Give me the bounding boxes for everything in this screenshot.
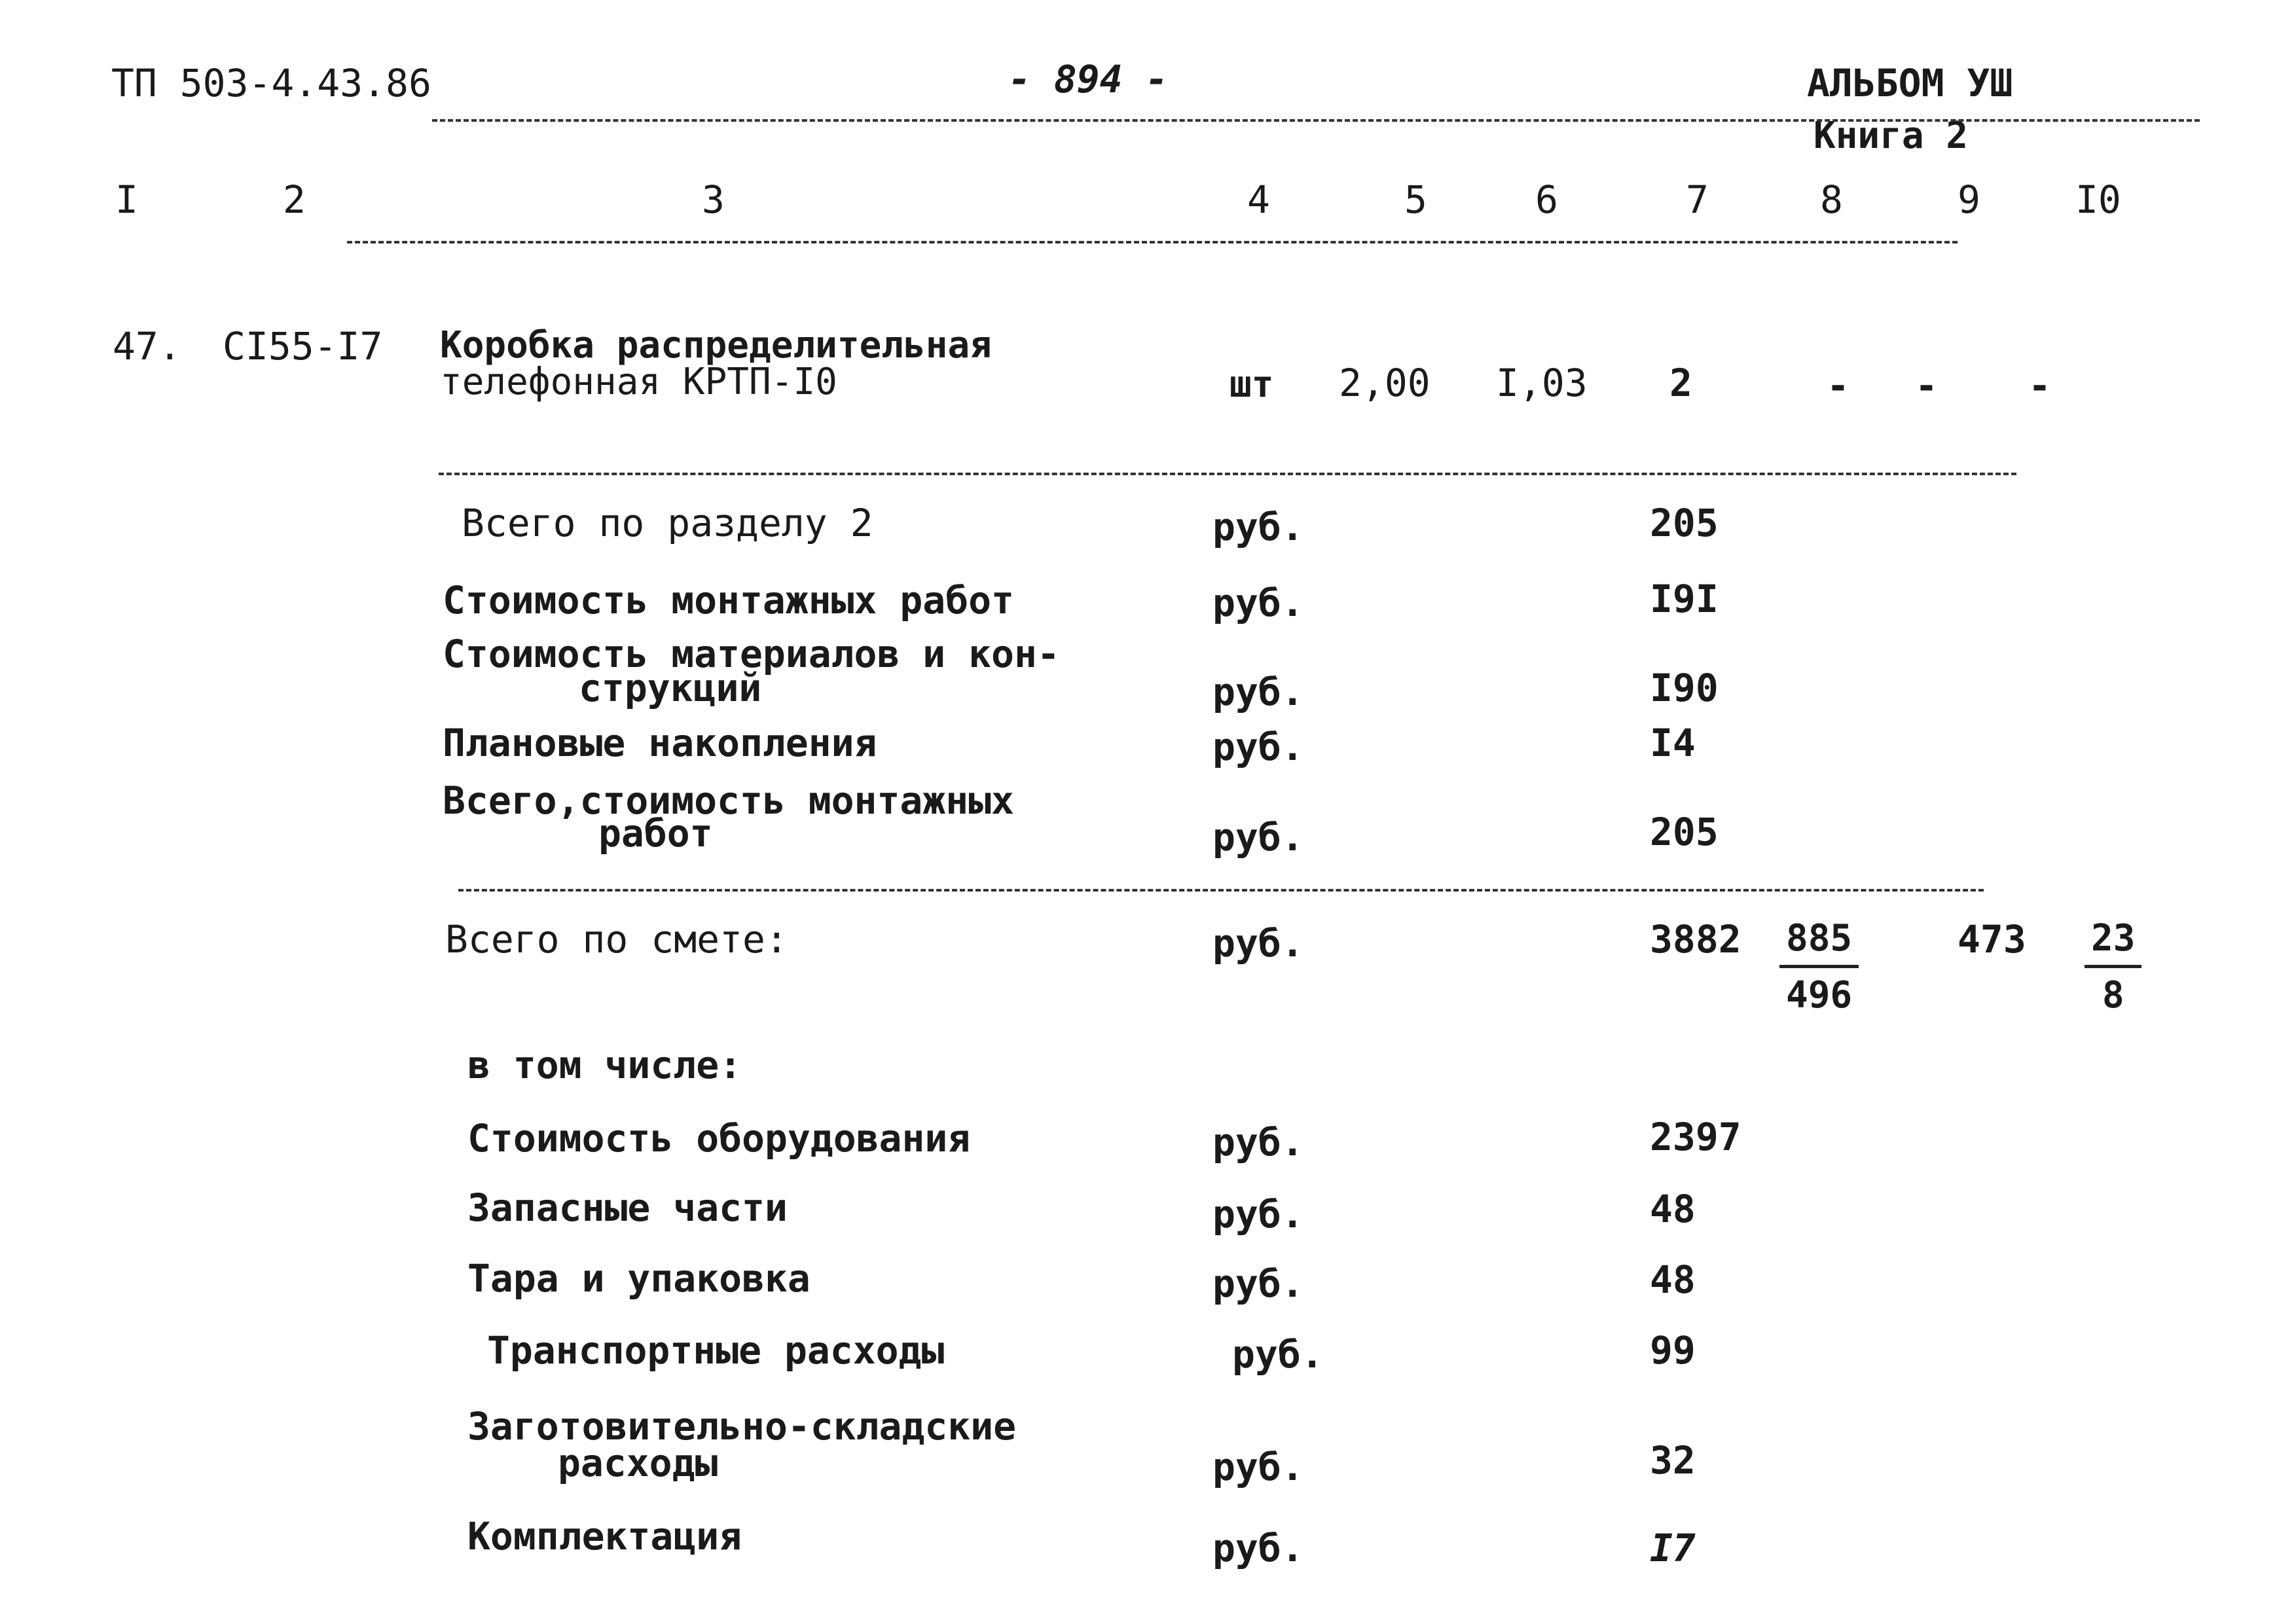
total-installation-label-line2: работ xyxy=(598,811,713,856)
estimate-total-col8-denominator: 496 xyxy=(1786,974,1853,1017)
column-number-9: 9 xyxy=(1958,177,1980,222)
section-total-unit: руб. xyxy=(1212,505,1304,549)
installation-cost-label: Стоимость монтажных работ xyxy=(443,578,1014,623)
column-number-3: 3 xyxy=(702,177,725,222)
equipment-cost-label: Стоимость оборудования xyxy=(467,1116,971,1161)
procurement-costs-unit: руб. xyxy=(1212,1445,1304,1489)
spare-parts-value: 48 xyxy=(1650,1187,1696,1231)
estimate-total-col10 xyxy=(2085,917,2141,1017)
packaging-value: 48 xyxy=(1650,1257,1696,1302)
column-number-6: 6 xyxy=(1535,177,1558,222)
total-installation-label-line1: Всего,стоимость монтажных xyxy=(443,778,1014,823)
estimate-total-col8-numerator: 885 xyxy=(1779,920,1859,968)
packaging-label: Тара и упаковка xyxy=(467,1256,811,1301)
estimate-total-col10-denominator: 8 xyxy=(2102,974,2124,1017)
item-name-line2: телефонная КРТП-I0 xyxy=(440,361,837,403)
item-quantity: 2,00 xyxy=(1339,361,1430,405)
column-header-rule xyxy=(347,241,1958,244)
item-code: CI55-I7 xyxy=(223,324,383,369)
estimate-total-col9: 473 xyxy=(1958,917,2026,962)
materials-cost-value: I90 xyxy=(1650,666,1719,710)
packaging-unit: руб. xyxy=(1212,1261,1304,1306)
doc-code: ТП 503-4.43.86 xyxy=(111,61,431,105)
planned-savings-value: I4 xyxy=(1650,721,1696,765)
column-number-2: 2 xyxy=(283,177,306,222)
procurement-costs-label-line2: расходы xyxy=(558,1441,718,1485)
book-label: Книга 2 xyxy=(1813,115,1969,157)
completing-unit: руб. xyxy=(1212,1526,1304,1570)
section-rule xyxy=(439,473,2016,475)
item-unit: шт xyxy=(1230,363,1274,406)
section-total-value: 205 xyxy=(1650,501,1719,545)
header-rule xyxy=(432,119,2200,122)
item-col9: - xyxy=(1915,363,1938,408)
column-number-7: 7 xyxy=(1686,177,1709,222)
total-installation-unit: руб. xyxy=(1212,815,1304,859)
equipment-cost-unit: руб. xyxy=(1212,1120,1304,1164)
item-col8: - xyxy=(1827,363,1850,408)
spare-parts-unit: руб. xyxy=(1212,1192,1304,1236)
section-total-label: Всего по разделу 2 xyxy=(462,501,873,545)
including-label: в том числе: xyxy=(467,1043,742,1087)
total-installation-value: 205 xyxy=(1650,810,1719,854)
transport-costs-label: Транспортные расходы xyxy=(487,1328,945,1373)
column-number-4: 4 xyxy=(1247,177,1270,222)
item-name-line1: Коробка распределительная xyxy=(440,324,992,367)
item-number: 47. xyxy=(113,324,181,369)
page-number: - 894 - xyxy=(1008,57,1169,101)
completing-value: I7 xyxy=(1650,1526,1696,1570)
item-col10: - xyxy=(2028,363,2051,408)
installation-cost-unit: руб. xyxy=(1212,581,1304,625)
estimate-total-col8 xyxy=(1779,917,1859,1017)
equipment-cost-value: 2397 xyxy=(1650,1115,1741,1159)
column-number-1: I xyxy=(115,177,138,222)
spare-parts-label: Запасные части xyxy=(467,1185,788,1230)
column-number-10: I0 xyxy=(2075,177,2121,222)
procurement-costs-value: 32 xyxy=(1650,1438,1696,1483)
completing-label: Комплектация xyxy=(467,1514,742,1559)
procurement-costs-label-line1: Заготовительно-складские xyxy=(467,1404,1017,1449)
estimate-total-value: 3882 xyxy=(1650,917,1741,962)
item-coefficient: I,03 xyxy=(1496,361,1588,405)
estimate-total-label: Всего по смете: xyxy=(445,917,788,962)
item-col7: 2 xyxy=(1669,361,1692,405)
album-label: АЛЬБОМ УШ xyxy=(1807,61,2013,105)
column-number-5: 5 xyxy=(1404,177,1427,222)
column-number-8: 8 xyxy=(1820,177,1843,222)
materials-cost-label-line2: струкций xyxy=(579,666,762,710)
transport-costs-unit: руб. xyxy=(1232,1332,1324,1377)
transport-costs-value: 99 xyxy=(1650,1328,1696,1373)
materials-cost-unit: руб. xyxy=(1212,670,1304,714)
estimate-total-col10-numerator: 23 xyxy=(2085,920,2141,968)
planned-savings-label: Плановые накопления xyxy=(443,721,877,765)
planned-savings-unit: руб. xyxy=(1212,725,1304,769)
installation-cost-value: I9I xyxy=(1650,577,1719,621)
estimate-rule xyxy=(458,889,1984,892)
estimate-total-unit: руб. xyxy=(1212,921,1304,965)
materials-cost-label-line1: Стоимость материалов и кон- xyxy=(443,632,1060,676)
